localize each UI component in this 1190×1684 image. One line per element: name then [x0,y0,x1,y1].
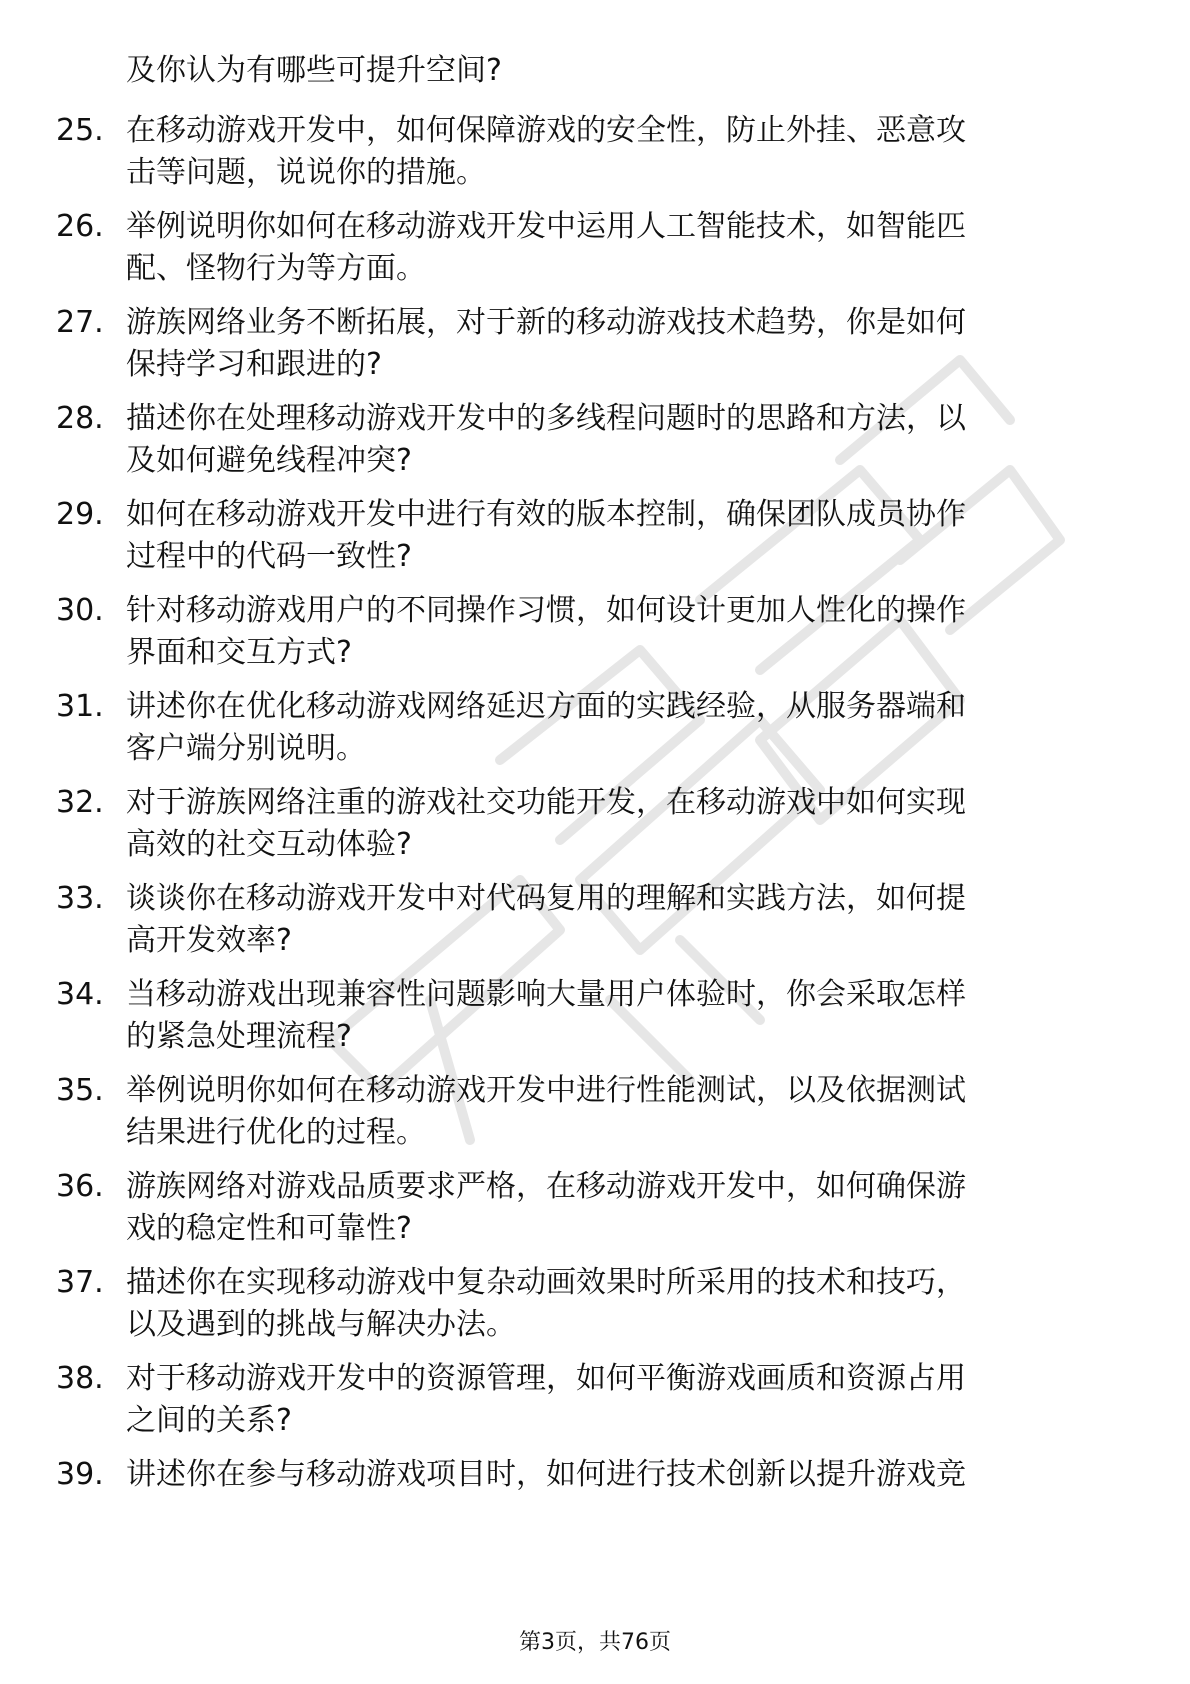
item-text-line: 讲述你在参与移动游戏项目时，如何进行技术创新以提升游戏竞 [126,1457,966,1492]
item-text-line: 及如何避免线程冲突? [126,443,412,478]
continuation-text: 及你认为有哪些可提升空间? [126,53,502,88]
item-text-line: 客户端分别说明。 [126,731,366,766]
item-number: 32. [56,785,104,820]
item-number: 37. [56,1265,104,1300]
item-text-line: 当移动游戏出现兼容性问题影响大量用户体验时，你会采取怎样 [126,977,966,1012]
item-number: 36. [56,1169,104,1204]
item-text-line: 游族网络对游戏品质要求严格，在移动游戏开发中，如何确保游 [126,1169,966,1204]
item-text-line: 结果进行优化的过程。 [126,1115,426,1150]
item-text-line: 游族网络业务不断拓展，对于新的移动游戏技术趋势，你是如何 [126,305,966,340]
page-footer: 第3页，共76页 [519,1630,671,1655]
item-text-line: 配、怪物行为等方面。 [126,251,426,286]
item-text-line: 的紧急处理流程? [126,1019,352,1054]
item-number: 25. [56,113,104,148]
item-text-line: 在移动游戏开发中，如何保障游戏的安全性，防止外挂、恶意攻 [126,113,966,148]
item-text-line: 过程中的代码一致性? [126,539,412,574]
item-number: 28. [56,401,104,436]
item-text-line: 之间的关系? [126,1403,292,1438]
item-text-line: 界面和交互方式? [126,635,352,670]
item-number: 39. [56,1457,104,1492]
item-text-line: 举例说明你如何在移动游戏开发中运用人工智能技术，如智能匹 [126,209,966,244]
item-number: 33. [56,881,104,916]
item-text-line: 击等问题，说说你的措施。 [126,155,486,190]
item-text-line: 高效的社交互动体验? [126,827,412,862]
item-text-line: 讲述你在优化移动游戏网络延迟方面的实践经验，从服务器端和 [126,689,966,724]
item-number: 34. [56,977,104,1012]
item-text-line: 戏的稳定性和可靠性? [126,1211,412,1246]
item-text-line: 描述你在实现移动游戏中复杂动画效果时所采用的技术和技巧， [126,1265,966,1300]
item-text-line: 保持学习和跟进的? [126,347,382,382]
item-text-line: 高开发效率? [126,923,292,958]
item-text-line: 举例说明你如何在移动游戏开发中进行性能测试，以及依据测试 [126,1073,966,1108]
item-text-line: 针对移动游戏用户的不同操作习惯，如何设计更加人性化的操作 [126,593,966,628]
item-number: 31. [56,689,104,724]
item-number: 30. [56,593,104,628]
item-text-line: 对于游族网络注重的游戏社交功能开发，在移动游戏中如何实现 [126,785,966,820]
item-text-line: 描述你在处理移动游戏开发中的多线程问题时的思路和方法，以 [126,401,966,436]
item-number: 35. [56,1073,104,1108]
item-text-line: 如何在移动游戏开发中进行有效的版本控制，确保团队成员协作 [126,497,966,532]
item-text-line: 对于移动游戏开发中的资源管理，如何平衡游戏画质和资源占用 [126,1361,966,1396]
item-number: 38. [56,1361,104,1396]
item-number: 26. [56,209,104,244]
item-text-line: 以及遇到的挑战与解决办法。 [126,1307,516,1342]
item-number: 27. [56,305,104,340]
item-number: 29. [56,497,104,532]
item-text-line: 谈谈你在移动游戏开发中对代码复用的理解和实践方法，如何提 [126,881,966,916]
